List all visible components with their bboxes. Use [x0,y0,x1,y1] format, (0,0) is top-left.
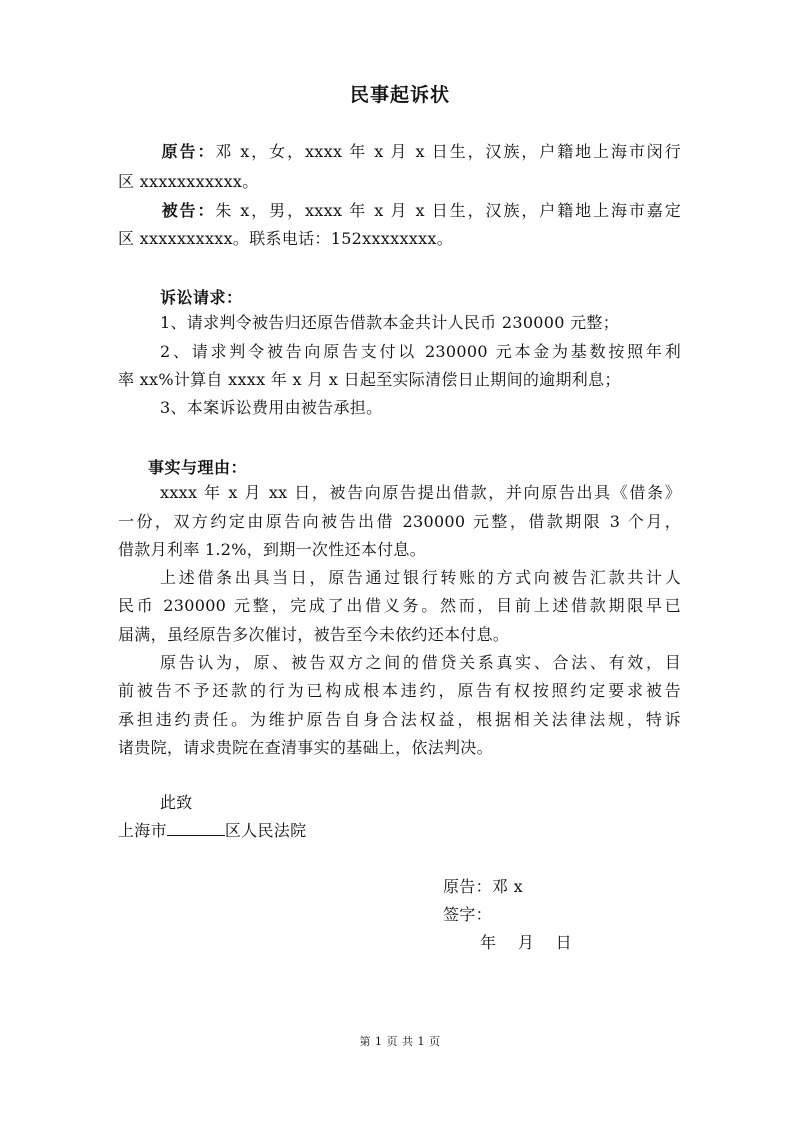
page-footer: 第 1 页 共 1 页 [359,1035,441,1048]
court-suffix: 区人民法院 [224,821,307,840]
plaintiff-label: 原告： [160,142,216,161]
facts-p1-line-2: 一份，双方约定由原告向被告出借 230000 元整，借款期限 3 个月， [118,512,681,531]
court-prefix: 上海市 [118,821,167,840]
facts-heading: 事实与理由： [148,458,248,477]
claim-item-3: 3、本案诉讼费用由被告承担。 [160,398,383,417]
plaintiff-line-2: 区 xxxxxxxxxxx。 [118,172,259,191]
claim-item-2-line-1: 2、请求判令被告向原告支付以 230000 元本金为基数按照年利 [160,342,681,361]
document-title: 民事起诉状 [349,84,450,106]
facts-p3-line-1: 原告认为，原、被告双方之间的借贷关系真实、合法、有效，目 [160,653,681,672]
claim-item-2-line-2: 率 xx%计算自 xxxx 年 x 月 x 日起至实际清偿日止期间的逾期利息； [118,370,621,389]
facts-p1-line-3: 借款月利率 1.2%，到期一次性还本付息。 [118,540,427,559]
defendant-line-2: 区 xxxxxxxxxx。联系电话：152xxxxxxxx。 [118,229,454,248]
claim-item-1: 1、请求判令被告归还原告借款本金共计人民币 230000 元整； [160,313,620,332]
defendant-label: 被告： [160,201,216,220]
facts-p2-line-3: 届满，虽经原告多次催讨，被告至今未依约还本付息。 [118,625,510,644]
facts-p3-line-3: 承担违约责任。为维护原告自身合法权益，根据相关法律法规，特诉 [118,710,681,729]
facts-p3-line-4: 诸贵院，请求贵院在查清事实的基础上，依法判决。 [118,738,493,757]
facts-p1-line-1: xxxx 年 x 月 xx 日，被告向原告提出借款，并向原告出具《借条》 [160,483,681,502]
plaintiff-info: 邓 x，女，xxxx 年 x 月 x 日生，汉族，户籍地上海市闵行 [215,142,681,161]
facts-p3-line-2: 前被告不予还款的行为已构成根本违约，原告有权按照约定要求被告 [118,681,681,700]
salutation: 此致 [160,793,193,812]
facts-p2-line-2: 民币 230000 元整，完成了出借义务。然而，目前上述借款期限早已 [118,596,681,615]
defendant-info: 朱 x，男，xxxx 年 x 月 x 日生，汉族，户籍地上海市嘉定 [215,201,681,220]
claims-heading: 诉讼请求： [160,288,243,307]
court-blank [167,821,225,836]
facts-p2-line-1: 上述借条出具当日，原告通过银行转账的方式向被告汇款共计人 [160,568,681,587]
signature-sign: 签字： [443,905,492,924]
signature-plaintiff: 原告：邓 x [443,877,523,896]
signature-date: 年 月 日 [480,933,572,952]
defendant-line-1 [118,201,681,221]
court-line [118,821,306,841]
plaintiff-line-1 [118,142,681,162]
